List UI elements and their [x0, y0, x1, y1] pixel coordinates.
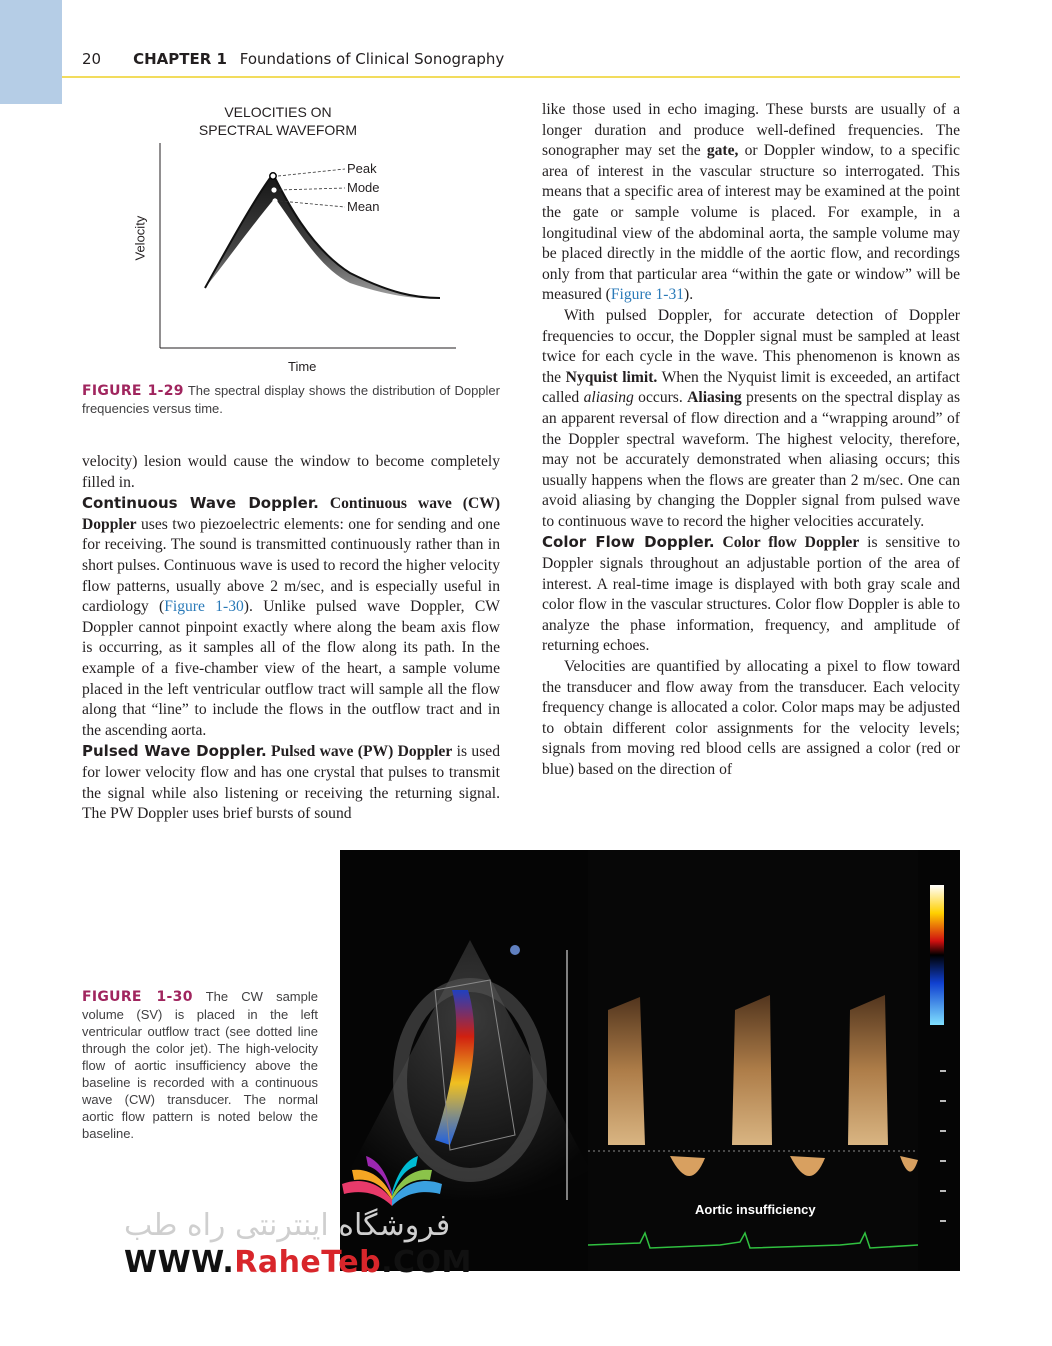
- velocity-scale-ticks: [940, 1070, 946, 1222]
- mode-leader: [279, 188, 345, 190]
- aortic-insufficiency-label: Aortic insufficiency: [695, 1202, 816, 1217]
- figure-1-29-caption: [82, 382, 500, 417]
- term-cw: Continuous wave (CW) Doppler: [82, 495, 501, 533]
- term-cf: Color flow Doppler: [722, 534, 860, 552]
- section-heading-cf: Color Flow Doppler.: [542, 533, 715, 552]
- mean-marker: [272, 198, 277, 203]
- peak-label: Peak: [347, 161, 377, 176]
- body-text: is sensitive to Doppler signals throughout an adjustable portion of the area of interest. A real-time image is displayed with both gray scale and color flow in the vascular structures. Color flow Doppler is able to analyze the phase information, frequency, and amplitude of returning echoes.: [542, 534, 961, 655]
- section-heading-pw: Pulsed Wave Doppler.: [82, 742, 267, 761]
- figure-1-30-caption-text: The CW sample volume (SV) is placed in the left ventricular outflow tract (see dotted line through the color jet). The high-velocity flow of aortic insufficiency above the baseline is recorded with a continuous wave (CW) transducer. The normal aortic flow pattern is noted below the baseline.: [82, 989, 318, 1141]
- body-text: When the Nyquist limit is exceeded, an artifact called: [542, 368, 960, 407]
- mode-label: Mode: [347, 180, 380, 195]
- paragraph: [542, 306, 960, 533]
- running-header: [82, 50, 504, 68]
- watermark-persian-text: فروشگاه اینترنتی راه طب: [124, 1208, 451, 1243]
- figure-1-30-caption: [82, 988, 318, 1142]
- figure-1-29-title: [178, 103, 378, 139]
- right-column: [542, 100, 960, 781]
- watermark-url: [124, 1245, 472, 1280]
- ai-envelope-2: [732, 995, 772, 1145]
- body-text: like those used in echo imaging. These bursts are usually of a longer duration and produce well-defined frequencies. The sonographer may set the: [542, 101, 960, 160]
- figure-1-31-link[interactable]: Figure 1-31: [610, 286, 685, 304]
- figure-1-30-label: FIGURE 1-30: [82, 989, 193, 1005]
- term-aliasing-italic: aliasing: [583, 389, 634, 407]
- figure-1-29-caption-text: The spectral display shows the distribution of Doppler frequencies versus time.: [82, 383, 500, 416]
- body-text: occurs.: [633, 389, 688, 407]
- spectral-waveform-chart: [150, 138, 470, 353]
- book-logo-icon: [338, 1150, 446, 1206]
- page-number: 20: [82, 50, 102, 68]
- chart-title-line1: VELOCITIES ON: [224, 104, 332, 120]
- mode-marker: [271, 187, 276, 192]
- x-axis-label: Time: [288, 359, 317, 374]
- peak-marker: [270, 173, 276, 179]
- waveform-envelope: [205, 174, 440, 298]
- cf-paragraph: [542, 532, 960, 657]
- chart-title-line2: SPECTRAL WAVEFORM: [198, 122, 358, 138]
- peak-leader: [278, 169, 345, 176]
- figure-1-30-link[interactable]: Figure 1-30: [164, 598, 244, 616]
- body-text: or Doppler window, to a specific area of interest in the vascular structure so interrogated. This means that a specific area of interest may be examined at the point the gate or sample volume is placed. For example, in a longitudinal view of the abdominal aorta, the sample volume may be placed directly in the middle of the aortic flow, and recordings only from that particular area “within the gate or window” will be measured (: [542, 142, 960, 304]
- cw-paragraph: [82, 493, 500, 741]
- term-gate: gate,: [706, 142, 739, 160]
- term-pw: Pulsed wave (PW) Doppler: [271, 743, 453, 761]
- term-aliasing: Aliasing: [687, 389, 742, 407]
- figure-1-29-label: FIGURE 1-29: [82, 383, 184, 399]
- chapter-title: Foundations of Clinical Sonography: [239, 50, 505, 68]
- paragraph: [542, 100, 960, 306]
- body-text: is used for lower velocity flow and has one crystal that pulses to transmit the signal while also listening or receiving the returning signal. The PW Doppler uses brief bursts of sound: [82, 743, 500, 823]
- body-text: ). Unlike pulsed wave Doppler, CW Doppler cannot pinpoint exactly where along the beam axis flow is occurring, as it samples all of the flow along its path. In the example of a five-chamber view of the heart, a sample volume placed in the left ventricular outflow tract will sample all the flow along that “line” to include the flows in the outflow tract and in the ascending aorta.: [82, 598, 500, 739]
- left-column: [82, 452, 500, 825]
- watermark-url-suffix: .COM: [381, 1245, 472, 1280]
- body-text: ).: [684, 286, 694, 304]
- ai-envelope-3: [848, 995, 888, 1145]
- body-text: presents on the spectral display as an apparent reversal of flow direction and a “wrapping around” of the Doppler spectral waveform. The highest velocity, therefore, may not be accurately demonstrated when aliasing occurs; this usually happens when the flows are greater than 2 m/sec. One can avoid aliasing by changing the Doppler signal from pulsed wave to continuous wave to record the higher velocities accurately.: [542, 389, 961, 530]
- paragraph: velocity) lesion would cause the window to become completely filled in.: [82, 453, 500, 491]
- ai-envelope-1: [608, 997, 645, 1145]
- body-text: With pulsed Doppler, for accurate detection of Doppler frequencies to occur, the Doppler signal must be sampled at least twice for each cycle in the wave. This phenomenon is known as the: [542, 306, 960, 386]
- pw-paragraph: [82, 741, 500, 824]
- y-axis-label: Velocity: [132, 215, 148, 261]
- section-heading-cw: Continuous Wave Doppler.: [82, 494, 319, 513]
- mean-label: Mean: [347, 199, 380, 214]
- paragraph: Velocities are quantified by allocating a pixel to flow toward the transducer and flow away from the transducer. Each velocity frequency change is allocated a color. Color maps may be adjusted to obtain different color assignments for the velocity levels; signals from moving red blood cells are assigned a color (red or blue) based on the direction of: [542, 658, 960, 778]
- orientation-marker: [510, 945, 520, 955]
- header-rule: [62, 76, 960, 78]
- chapter-label: CHAPTER 1: [133, 50, 227, 68]
- watermark-url-brand: RaheTeb: [234, 1245, 382, 1280]
- watermark-url-prefix: WWW.: [124, 1245, 235, 1280]
- page-corner-tab: [0, 0, 62, 104]
- term-nyquist: Nyquist limit.: [565, 368, 658, 386]
- color-scale-bar: [930, 885, 944, 1025]
- body-text: uses two piezoelectric elements: one for sending and one for receiving. The sound is transmitted continuously rather than in short pulses. Continuous wave is used to record the higher velocity flow patterns, usually above 2 m/sec, and is especially useful in cardiology (: [82, 515, 500, 616]
